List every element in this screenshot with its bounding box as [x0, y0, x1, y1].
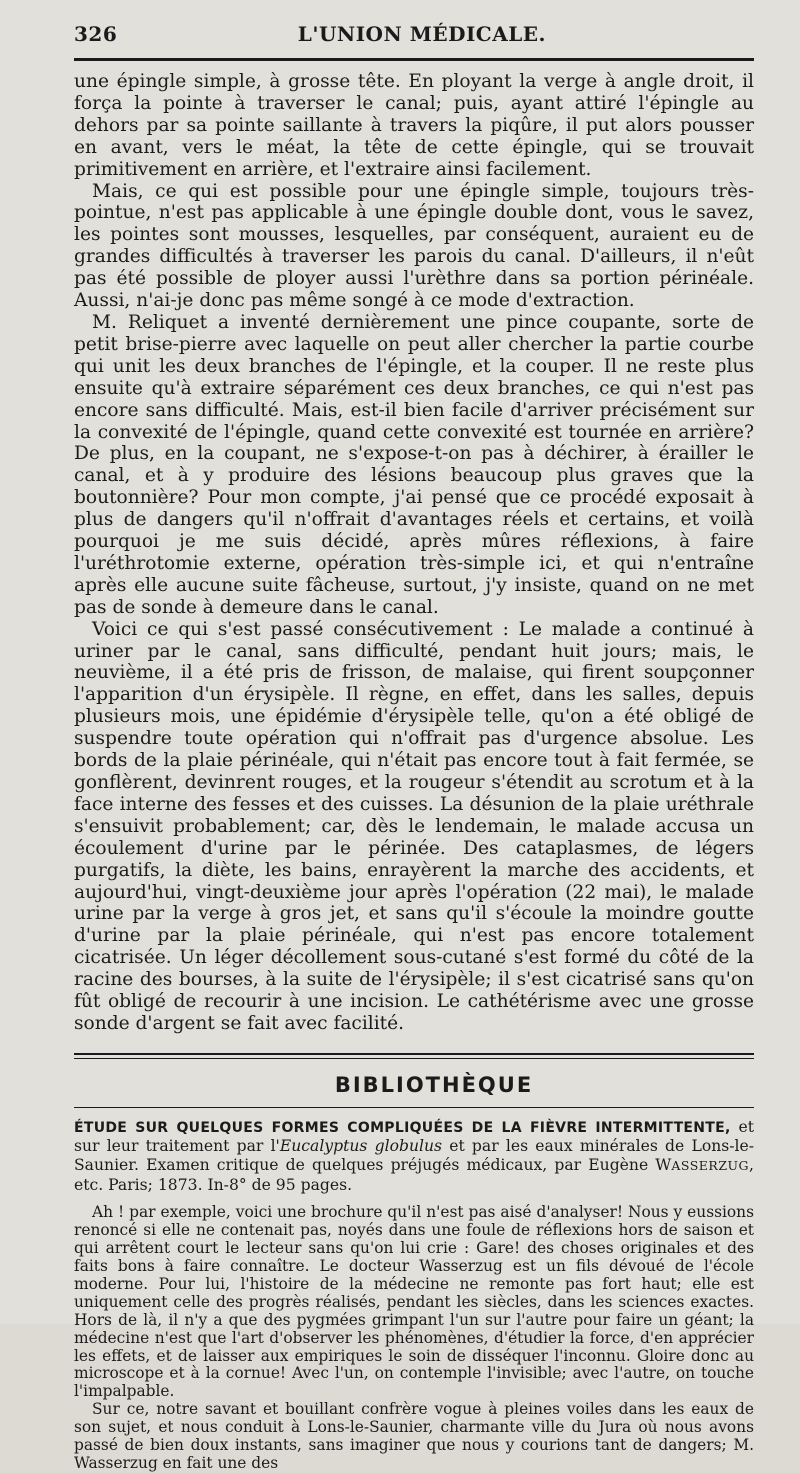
review-text-c: , etc. Paris; 1873. In-8° de 95 pages. — [74, 1156, 754, 1194]
journal-title: L'UNION MÉDICALE. — [297, 22, 546, 46]
review-body — [74, 1204, 754, 1473]
running-header — [74, 22, 754, 50]
review-text-a: et sur leur traitement par l' — [74, 1117, 754, 1156]
review-paragraph: Sur ce, notre savant et bouillant confrère vogue à pleines voiles dans les eaux de son sujet, et nous conduit à Lons-le-Saunier, charmante ville du Jura où nous avons passé de bien doux instants, sans imaginer que nous y courions tant de dangers; M. Wasserzug en fait une des — [74, 1400, 754, 1472]
section-title: BIBLIOTHÈQUE — [334, 1072, 534, 1097]
section-divider — [74, 1053, 754, 1059]
review-entry-heading — [74, 1118, 754, 1194]
review-title: ÉTUDE SUR QUELQUES FORMES COMPLIQUÉES DE LA FIÈVRE INTERMITTENTE, — [74, 1119, 731, 1136]
review-text-b: et par les eaux minérales de Lons-le-Saunier. Examen critique de quelques préjugés médicaux, par Eugène W — [74, 1137, 755, 1175]
article-body — [74, 71, 754, 1035]
paragraph: Mais, ce qui est possible pour une épingle simple, toujours très-pointue, n'est pas applicable à une épingle double dont, vous le savez, les pointes sont mousses, lesquelles, par conséquent, auraient eu de grandes difficultés à traverser les parois du canal. D'ailleurs, il n'eût pas été possible de ployer aussi l'urèthre dans sa portion périnéale. Aussi, n'ai-je donc pas même songé à ce mode d'extraction. — [74, 180, 754, 312]
paragraph: une épingle simple, à grosse tête. En ployant la verge à angle droit, il força la pointe à traverser le canal; puis, ayant attiré l'épingle au dehors par sa pointe saillante à travers la piqûre, il put alors pousser en avant, vers le méat, la tête de cette épingle, qui se trouvait primitivement en arrière, et l'extraire ainsi facilement. — [74, 71, 754, 180]
section-title-rule — [74, 1107, 754, 1108]
header-rule — [74, 58, 754, 61]
paragraph: Voici ce qui s'est passé consécutivement : Le malade a continué à uriner par le canal, sans difficulté, pendant huit jours; mais, le neuvième, il a été pris de frisson, de malaise, qui firent soupçonner l'apparition d'un érysipèle. Il règne, en effet, dans les salles, depuis plusieurs mois, une épidémie d'érysipèle telle, qu'on a été obligé de suspendre toute opération qui n'offrait pas d'urgence absolue. Les bords de la plaie périnéale, qui n'était pas encore tout à fait fermée, se gonflèrent, devinrent rouges, et la rougeur s'étendit au scrotum et à la face interne des fesses et des cuisses. La désunion de la plaie uréthrale s'ensuivit probablement; car, dès le lendemain, le malade accusa un écoulement d'urine par le périnée. Des cataplasmes, de légers purgatifs, la diète, les bains, enrayèrent la marche des accidents, et aujourd'hui, vingt-deuxième jour après l'opération (22 mai), le malade urine par la verge à gros jet, et sans qu'il s'écoule la moindre goutte d'urine par la plaie périnéale, qui n'est pas encore totalement cicatrisée. Un léger décollement sous-cutané s'est formé du côté de la racine des bourses, à la suite de l'érysipèle; il s'est cicatrisé sans qu'on fût obligé de recourir à une incision. Le cathétérisme avec une grosse sonde d'argent se fait avec facilité. — [74, 618, 754, 1034]
review-italic: Eucalyptus globulus — [279, 1137, 443, 1156]
paragraph: M. Reliquet a inventé dernièrement une pince coupante, sorte de petit brise-pierre avec laquelle on peut aller chercher la partie courbe qui unit les deux branches de l'épingle, et la couper. Il ne reste plus ensuite qu'à extraire séparément ces deux branches, ce qui n'est pas encore sans difficulté. Mais, est-il bien facile d'arriver précisément sur la convexité de l'épingle, quand cette convexité est tournée en arrière? De plus, en la coupant, ne s'expose-t-on pas à déchirer, à érailler le canal, et à y produire des lésions beaucoup plus graves que la boutonnière? Pour mon compte, j'ai pensé que ce procédé exposait à plus de dangers qu'il n'offrait d'avantages réels et certains, et voilà pourquoi je me suis décidé, après mûres réflexions, à faire l'uréthrotomie externe, opération très-simple ici, et qui n'entraîne après elle aucune suite fâcheuse, surtout, j'y insiste, quand on ne met pas de sonde à demeure dans le canal. — [74, 311, 754, 618]
review-author: ASSERZUG — [671, 1158, 750, 1174]
page-number: 326 — [74, 22, 118, 46]
review-paragraph: Ah ! par exemple, voici une brochure qu'il n'est pas aisé d'analyser! Nous y eussions renoncé si elle ne contenait pas, noyés dans une foule de réflexions hors de saison et qui arrêtent court le lecteur sans qu'on lui crie : Gare! des choses originales et des faits bons à faire connaître. Le docteur Wasserzug est un fils dévoué de l'école moderne. Pour lui, l'histoire de la médecine ne remonte pas fort haut; elle est uniquement celle des progrès réalisés, pendant les siècles, dans les sciences exactes. Hors de là, il n'y a que des pygmées grimpant l'un sur l'autre pour faire un géant; la médecine n'est que l'art d'observer les phénomènes, d'étudier la force, d'en apprécier les effets, et de laisser aux empiriques le soin de disséquer l'inconnu. Gloire donc au microscope et à la cornue! Avec l'un, on contemple l'invisible; avec l'autre, on touche l'impalpable. — [74, 1203, 754, 1401]
